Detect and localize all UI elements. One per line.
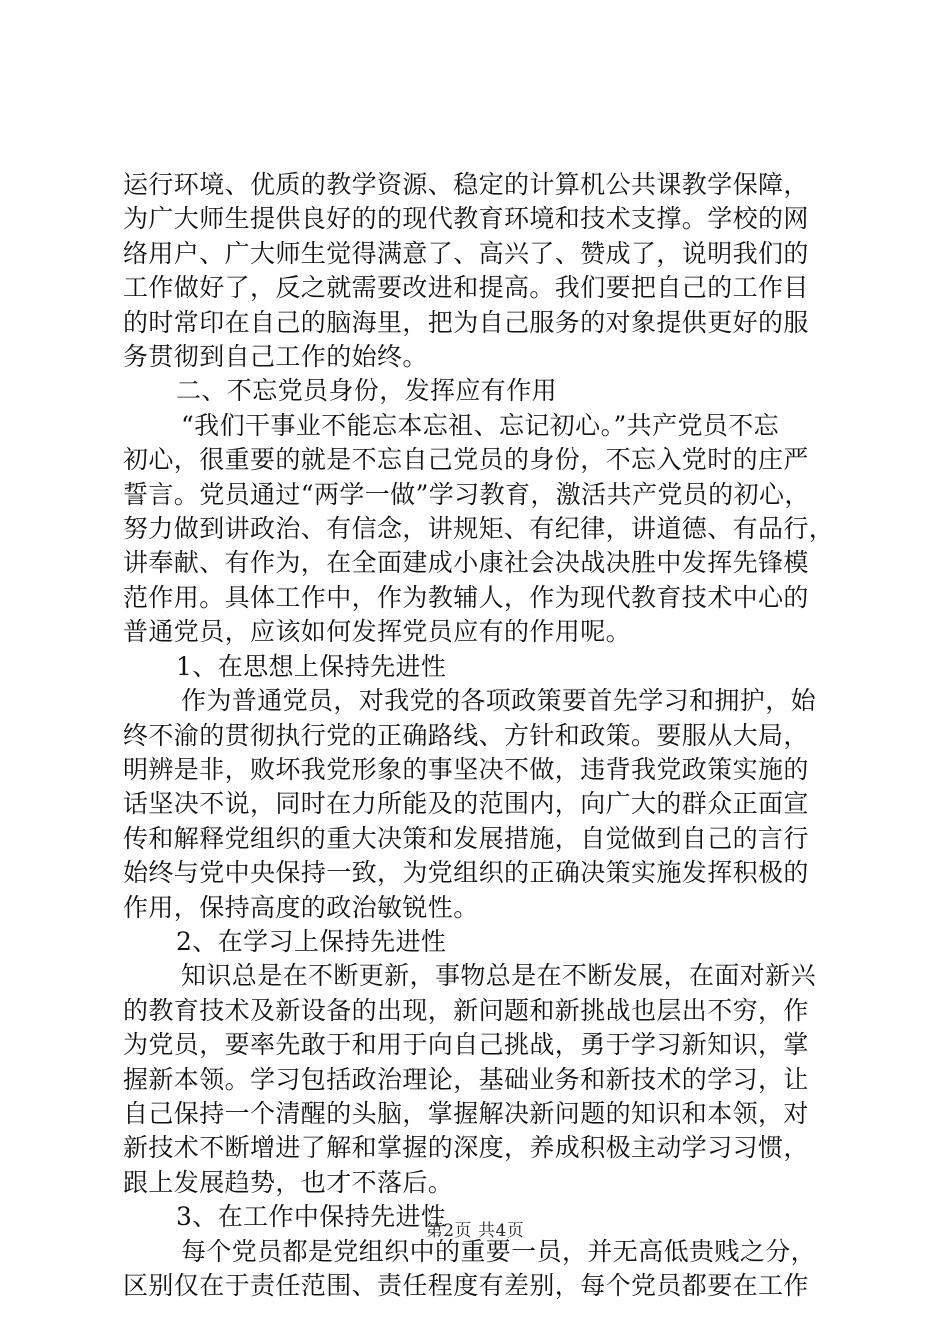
subsection-heading: 3、在工作中保持先进性	[176, 1202, 447, 1232]
paragraph-line: 的教育技术及新设备的出现，新问题和新挑战也层出不穷，作	[123, 995, 809, 1025]
paragraph-line: 话坚决不说，同时在力所能及的范围内，向广大的群众正面宣	[123, 789, 809, 819]
subsection-heading: 2、在学习上保持先进性	[176, 926, 447, 956]
section-heading: 二、不忘党员身份，发挥应有作用	[176, 376, 558, 406]
paragraph-line: 每个党员都是党组织中的重要一员，并无高低贵贱之分，	[181, 1236, 817, 1266]
paragraph-line: 作为普通党员，对我党的各项政策要首先学习和拥护，始	[181, 686, 817, 716]
paragraph-line: 努力做到讲政治、有信念，讲规矩、有纪律，讲道德、有品行，	[123, 514, 835, 544]
paragraph-line: 始终与党中央保持一致，为党组织的正确决策实施发挥积极的	[123, 858, 809, 888]
paragraph-line: 为党员，要率先敢于和用于向自己挑战，勇于学习新知识，掌	[123, 1030, 809, 1060]
paragraph-line: 传和解释党组织的重大决策和发展措施，自觉做到自己的言行	[123, 823, 809, 853]
paragraph-line: 务贯彻到自己工作的始终。	[123, 342, 428, 372]
paragraph-line: 自己保持一个清醒的头脑，掌握解决新问题的知识和本领，对	[123, 1098, 809, 1128]
paragraph-line: 跟上发展趋势，也才不落后。	[123, 1167, 454, 1197]
paragraph-line: 运行环境、优质的教学资源、稳定的计算机公共课教学保障，	[123, 170, 809, 199]
page-number-footer: 第2页 共4页	[425, 1221, 525, 1241]
paragraph-line: 作用，保持高度的政治敏锐性。	[123, 892, 479, 922]
subsection-heading: 1、在思想上保持先进性	[176, 651, 447, 681]
paragraph-line: 新技术不断增进了解和掌握的深度，养成积极主动学习习惯，	[123, 1133, 809, 1163]
paragraph-line: 握新本领。学习包括政治理论，基础业务和新技术的学习，让	[123, 1064, 809, 1094]
paragraph-line: 明辨是非，败坏我党形象的事坚决不做，违背我党政策实施的	[123, 754, 809, 784]
paragraph-line: 范作用。具体工作中，作为教辅人，作为现代教育技术中心的	[123, 582, 809, 612]
paragraph-line: 终不渝的贯彻执行党的正确路线、方针和政策。要服从大局，	[123, 720, 809, 750]
paragraph-line: 讲奉献、有作为，在全面建成小康社会决战决胜中发挥先锋模	[123, 548, 809, 578]
paragraph-line: 初心，很重要的就是不忘自己党员的身份，不忘入党时的庄严	[123, 445, 809, 475]
paragraph-line: 为广大师生提供良好的的现代教育环境和技术支撑。学校的网	[123, 204, 809, 234]
paragraph-line: 知识总是在不断更新，事物总是在不断发展，在面对新兴	[181, 961, 817, 991]
paragraph-line: 的时常印在自己的脑海里，把为自己服务的对象提供更好的服	[123, 307, 809, 337]
document-body	[123, 168, 838, 1303]
paragraph-line: “我们干事业不能忘本忘祖、忘记初心。”共产党员不忘	[181, 410, 780, 440]
paragraph-line: 誓言。党员通过“两学一做”学习教育，激活共产党员的初心，	[123, 479, 810, 509]
paragraph-line: 区别仅在于责任范围、责任程度有差别，每个党员都要在工作	[123, 1271, 809, 1300]
paragraph-line: 普通党员，应该如何发挥党员应有的作用呢。	[123, 617, 632, 647]
paragraph-line: 络用户、广大师生觉得满意了、高兴了、赞成了，说明我们的	[123, 238, 809, 268]
paragraph-line: 工作做好了，反之就需要改进和提高。我们要把自己的工作目	[123, 273, 809, 303]
